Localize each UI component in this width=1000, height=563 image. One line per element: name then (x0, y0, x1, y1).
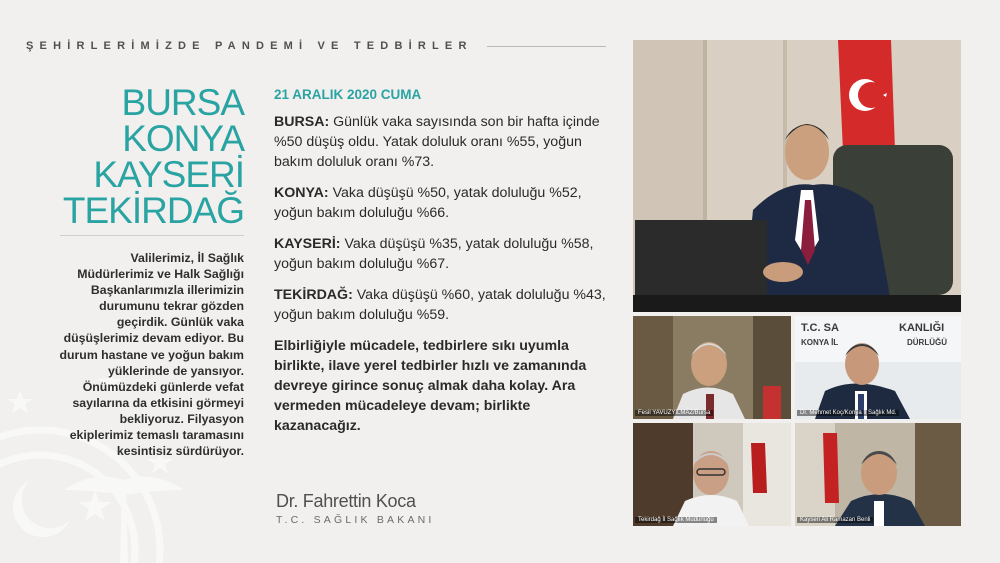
banner-text: KANLIĞI (899, 322, 945, 334)
report-kayseri (274, 234, 619, 274)
photo-kayseri (795, 423, 961, 526)
photo-caption: Kayseri Ali Ramazan Benli (797, 517, 873, 523)
photo-caption: Fesil YAVUZYILMAZ/Bursa (635, 410, 713, 416)
city-tekirdag: TEKİRDAĞ (62, 190, 244, 231)
report-konya (274, 183, 619, 223)
closing-statement: Elbirliğiyle mücadele, tedbirlere sıkı uyumla birlikte, ilave yerel tedbirler hızlı ve zamanında devreye girince sonuç almak daha kolay. Ara vermeden mücadeleye devam; birlikte kazanacağız. (274, 338, 587, 434)
report-column (274, 87, 619, 436)
signature-name: Dr. Fahrettin Koca (276, 491, 416, 511)
report-text: Vaka düşüşü %50, yatak doluluğu %52, yoğun bakım doluluğu %66. (274, 185, 582, 221)
photo-minister (633, 40, 961, 312)
banner-text: T.C. SA (801, 322, 839, 334)
photo-bursa (633, 316, 791, 419)
city-konya: KONYA (122, 118, 244, 159)
photo-tekirdag (633, 423, 791, 526)
report-text: Vaka düşüşü %60, yatak doluluğu %43, yoğun bakım doluluğu %59. (274, 287, 606, 323)
report-bursa (274, 112, 619, 172)
signature-role: T.C. SAĞLIK BAKANI (276, 514, 435, 526)
photo-caption: Dr. Mehmet Koç/Konya İl Sağlık Md. (797, 410, 899, 416)
header-bar (26, 39, 606, 53)
report-text: Vaka düşüşü %35, yatak doluluğu %58, yoğun bakım doluluğu %67. (274, 236, 594, 272)
header-title: ŞEHİRLERİMİZDE PANDEMİ VE TEDBİRLER (26, 40, 473, 52)
header-rule (487, 46, 606, 47)
signature-block (276, 491, 435, 526)
report-date: 21 ARALIK 2020 CUMA (274, 87, 422, 102)
banner-text: KONYA İL (801, 338, 839, 347)
banner-text: DÜRLÜĞÜ (907, 338, 947, 347)
report-tekirdag (274, 285, 619, 325)
report-city-label: KAYSERİ: (274, 236, 341, 252)
city-bursa: BURSA (121, 82, 244, 123)
report-text: Günlük vaka sayısında son bir hafta içinde %50 düşüş oldu. Yatak doluluk oranı %55, yoğun bakım doluluk oranı %73. (274, 114, 600, 170)
report-city-label: TEKİRDAĞ: (274, 287, 353, 303)
city-kayseri: KAYSERİ (93, 154, 244, 195)
photo-konya (795, 316, 961, 419)
report-city-label: KONYA: (274, 185, 329, 201)
cities-divider (60, 235, 244, 236)
city-list (14, 82, 244, 231)
report-city-label: BURSA: (274, 114, 330, 130)
photo-caption: Tekirdağ İl Sağlık Müdürlüğü (635, 517, 717, 523)
intro-text: Valilerimiz, İl Sağlık Müdürlerimiz ve Halk Sağlığı Başkanlarımızla illerimizin durumunu tekrar gözden geçirdik. Günlük vaka düşüşlerimiz devam ediyor. Bu durum hastane ve yoğun bakım yüklerinde de yansıyor. Önümüzdeki günlerde vefat sayılarına da etkisini görmeyi bekliyoruz. Filyasyon ekiplerimiz temaslı taramasını kesintisiz sürdürüyor. (59, 251, 244, 459)
